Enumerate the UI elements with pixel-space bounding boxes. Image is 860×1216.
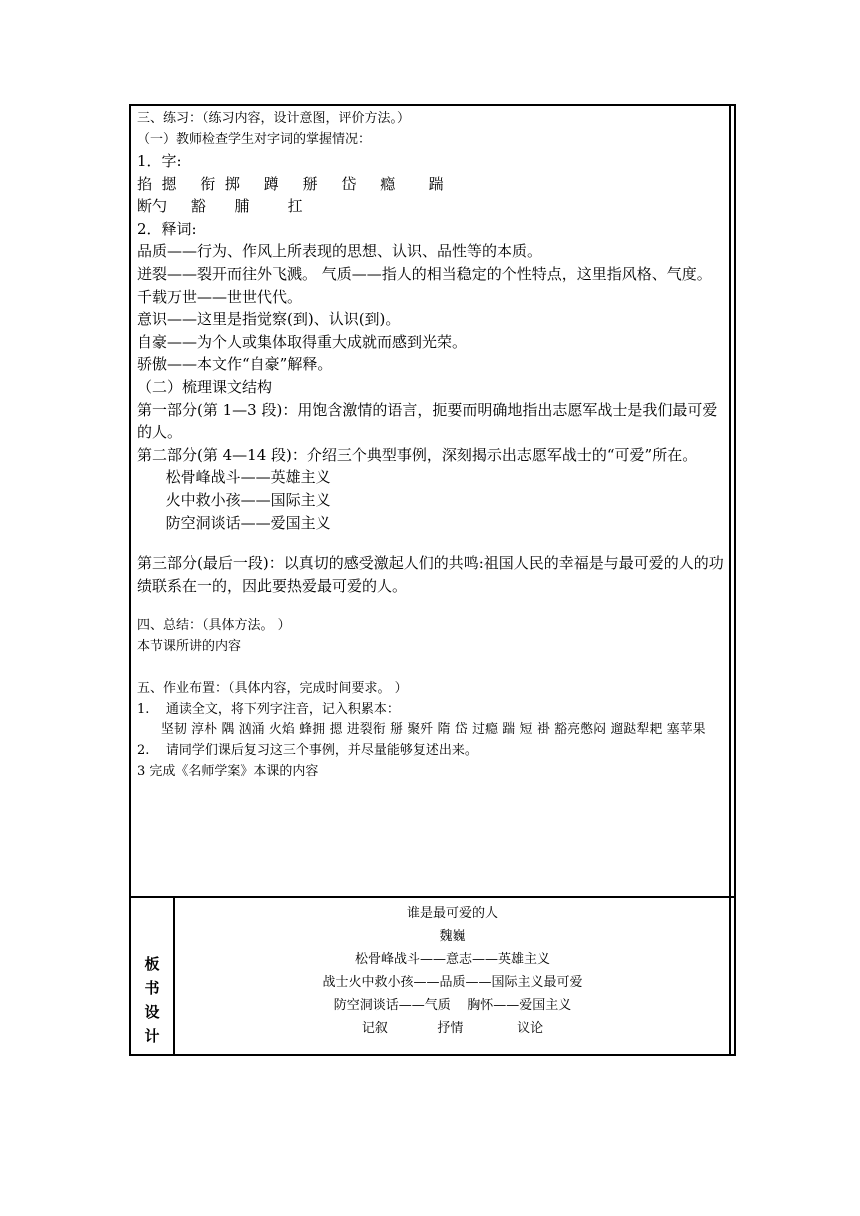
section3-heading: 三、练习：（练习内容，设计意图，评价方法。） <box>137 111 411 126</box>
board-label-char: 计 <box>144 1027 160 1045</box>
board-line4: 记叙 抒情 议论 <box>361 1021 544 1036</box>
structure-part1: 第一部分(第 1—3 段)：用饱含激情的语言，扼要而明确地指出志愿军战士是我们最可爱的人。 <box>137 400 718 442</box>
lesson-content <box>137 108 725 782</box>
example-songgufeng: 松骨峰战斗——英雄主义 <box>137 468 331 487</box>
definition-jiaoao: 骄傲——本文作“自豪”解释。 <box>137 355 333 374</box>
words-label: 2．释词: <box>137 219 197 238</box>
definition-bengli: 迸裂——裂开而往外飞溅。 气质——指人的相当稳定的个性特点，这里指风格、气度。 <box>137 264 712 283</box>
chars-line1: 掐 摁 衔 掷 蹲 掰 岱 瘾 踹 <box>137 174 444 193</box>
chars-line2: 断勺 豁 脯 扛 <box>137 197 303 216</box>
homework-item2: 2. 请同学们课后复习这三个事例，并尽量能够复述出来。 <box>137 743 478 759</box>
board-line3: 防空洞谈话——气质 胸怀——爱国主义 <box>333 998 572 1013</box>
section4-heading: 四、总结：（具体方法。 ） <box>137 618 291 634</box>
homework-item1: 1. 通读全文，将下列字注音，记入积累本： <box>137 702 400 718</box>
definition-zihao: 自豪——为个人或集体取得重大成就而感到光荣。 <box>137 332 468 351</box>
example-huozhong: 火中救小孩——国际主义 <box>137 490 331 509</box>
row-divider <box>129 896 736 898</box>
board-design <box>175 902 730 1040</box>
board-design-label <box>131 902 173 1054</box>
chars-label: 1．字: <box>137 152 182 170</box>
section3-sub1: （一）教师检查学生对字词的掌握情况： <box>137 132 372 147</box>
homework-word-list: 坚韧 淳朴 隅 汹涌 火焰 蜂拥 摁 进裂衔 掰 聚歼 隋 岱 过瘾 踹 短 褂 豁亮憋闷 遛跶犁耙 塞苹果 <box>161 722 706 738</box>
board-label-char: 板 <box>144 955 160 973</box>
definition-pinzhi: 品质——行为、作风上所表现的思想、认识、品性等的本质。 <box>137 242 543 261</box>
board-label-char: 设 <box>144 1003 160 1021</box>
structure-part2: 第二部分(第 4—14 段)：介绍三个典型事例，深刻揭示出志愿军战士的“可爱”所在。 <box>137 445 698 464</box>
section3-sub2: （二）梳理课文结构 <box>137 377 273 396</box>
definition-yishi: 意识——这里是指觉察(到)、认识(到)。 <box>137 310 401 329</box>
board-title: 谁是最可爱的人 <box>406 906 498 921</box>
structure-part3: 第三部分(最后一段)：以真切的感受激起人们的共鸣:祖国人民的幸福是与最可爱的人的功绩联系在一的，因此要热爱最可爱的人。 <box>137 554 724 595</box>
section4-body: 本节课所讲的内容 <box>137 639 242 655</box>
homework-item3: 3 完成《名师学案》本课的内容 <box>137 764 319 780</box>
section5-heading: 五、作业布置：（具体内容，完成时间要求。 ） <box>137 681 408 697</box>
definition-qianzai: 千载万世——世世代代。 <box>137 287 303 306</box>
board-author: 魏巍 <box>439 929 466 944</box>
example-fangkongdong: 防空洞谈话——爱国主义 <box>137 513 331 532</box>
board-line2: 战士火中救小孩——品质——国际主义最可爱 <box>322 975 583 990</box>
board-label-char: 书 <box>144 979 160 997</box>
board-line1: 松骨峰战斗——意志——英雄主义 <box>354 952 550 967</box>
